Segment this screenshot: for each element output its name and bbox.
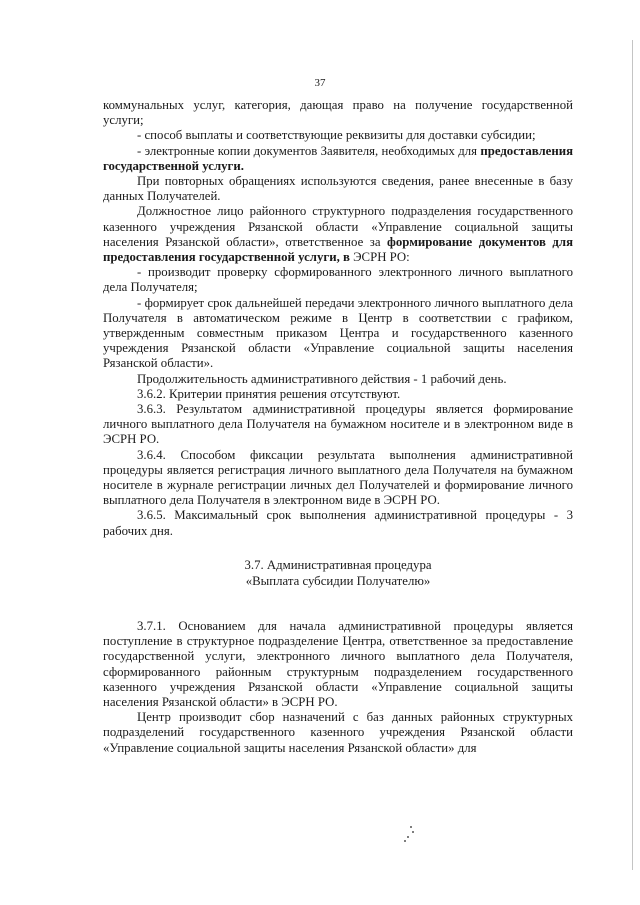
paragraph-services-category: коммунальных услуг, категория, дающая право на получение государственной услуги; xyxy=(103,98,573,128)
paragraph-official-duties xyxy=(103,204,573,265)
document-body xyxy=(103,98,573,756)
official-duties-text: Должностное лицо районного структурного подразделения государственного казенного учреждения Рязанской области «Управление социальной защиты населения Рязанской области», ответственное за xyxy=(103,204,573,249)
paragraph-3-6-3: 3.6.3. Результатом административной процедуры является формирование личного выплатного дела Получателя на бумажном носителе и в электронном виде в ЭСРН РО. xyxy=(103,402,573,447)
electronic-copies-emphasis: предоставления государственной услуги. xyxy=(103,143,573,173)
list-item-payment-method: - способ выплаты и соответствующие реквизиты для доставки субсидии; xyxy=(137,128,536,143)
section-subtitle: «Выплата субсидии Получателю» xyxy=(245,573,431,588)
section-title: 3.7. Административная процедура xyxy=(244,557,432,572)
paragraph-3-6-2: 3.6.2. Критерии принятия решения отсутствуют. xyxy=(137,386,401,401)
paragraph-duration: Продолжительность административного действия - 1 рабочий день. xyxy=(137,371,507,386)
page-number: 37 xyxy=(314,77,326,89)
scan-edge-line xyxy=(632,40,633,870)
list-item-electronic-copies xyxy=(103,144,573,174)
electronic-copies-text: - электронные копии документов Заявителя, необходимых для xyxy=(137,143,481,158)
list-item-check-file: - производит проверку сформированного электронного личного выплатного дела Получателя; xyxy=(103,265,573,295)
paragraph-3-6-4: 3.6.4. Способом фиксации результата выполнения административной процедуры является регистрация личного выплатного дела Получателя на бумажном носителе в журнале регистрации личных дел Получателей и формирование личного выплатного дела Получателя в электронном виде в ЭСРН РО. xyxy=(103,447,573,508)
paragraph-repeat-requests: При повторных обращениях используются сведения, ранее внесенные в базу данных Получателей. xyxy=(103,174,573,204)
list-item-transfer-schedule: - формирует срок дальнейшей передачи электронного личного выплатного дела Получателя в автоматическом режиме в Центр в соответствии с графиком, утвержденным совместным приказом Центра и государственного казенного учреждения Рязанской области «Управление социальной защиты населения Рязанской области». xyxy=(103,295,573,371)
paragraph-center-collects: Центр производит сбор назначений с баз данных районных структурных подразделений государственного казенного учреждения Рязанской области «Управление социальной защиты населения Рязанской области» для xyxy=(103,710,573,755)
paragraph-3-6-5: 3.6.5. Максимальный срок выполнения административной процедуры - 3 рабочих дня. xyxy=(103,508,573,538)
scan-specks xyxy=(404,826,416,842)
official-duties-emphasis: формирование документов для предоставления государственной услуги, в xyxy=(103,234,573,265)
official-duties-tail: ЭСРН РО: xyxy=(349,250,410,265)
paragraph-3-7-1: 3.7.1. Основанием для начала административной процедуры является поступление в структурное подразделение Центра, ответственное за предоставление государственной услуги, электронного личного выплатного дела Получателя, сформированного районным структурным подразделением государственного казенного учреждения Рязанской области «Управление социальной защиты населения Рязанской области» в ЭСРН РО. xyxy=(103,618,573,709)
